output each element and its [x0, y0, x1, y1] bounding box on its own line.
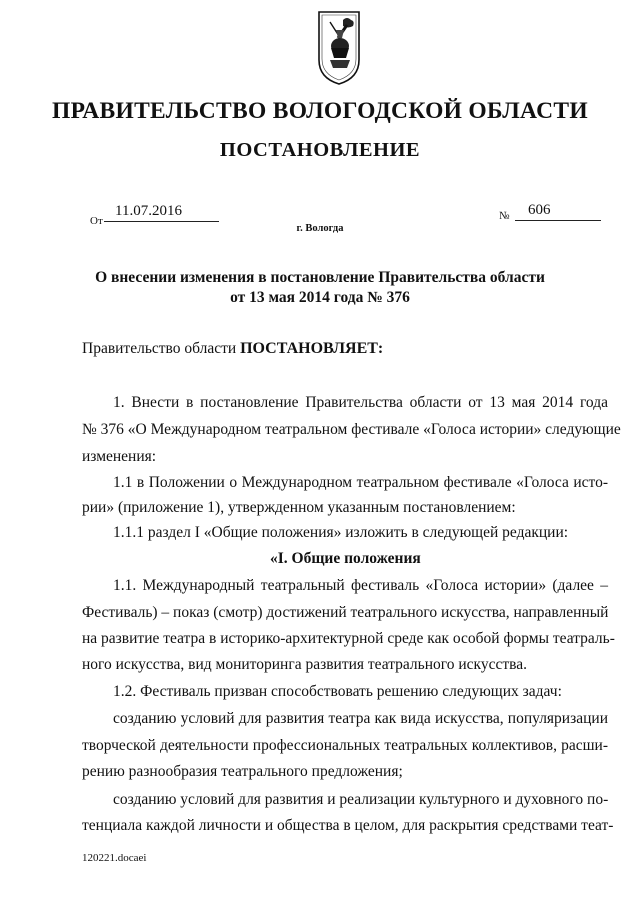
body-line: творческой деятельности профессиональных театральных коллективов, расши- — [82, 737, 608, 754]
preamble — [82, 340, 383, 358]
body-line: изменения: — [82, 448, 157, 465]
body-line: на развитие театра в историко-архитектурной среде как особой формы театраль- — [82, 630, 615, 647]
body-line: Фестиваль) – показ (смотр) достижений театрального искусства, направленный — [82, 604, 609, 621]
government-title: ПРАВИТЕЛЬСТВО ВОЛОГОДСКОЙ ОБЛАСТИ — [52, 98, 588, 124]
body-line: рии» (приложение 1), утвержденном указанным постановлением: — [82, 499, 516, 516]
number-underline — [515, 220, 601, 221]
body-line: ного искусства, вид мониторинга развития театрального искусства. — [82, 656, 528, 673]
subject-line-1: О внесении изменения в постановление Правительства области — [95, 269, 545, 286]
number-value: 606 — [528, 202, 551, 218]
body-line: 1.2. Фестиваль призван способствовать решению следующих задач: — [113, 683, 562, 700]
body-line: 1. Внести в постановление Правительства области от 13 мая 2014 года — [113, 394, 608, 411]
body-line: 1.1 в Положении о Международном театральном фестивале «Голоса исто- — [113, 474, 608, 491]
number-prefix: № — [499, 210, 510, 222]
body-line: созданию условий для развития театра как вида искусства, популяризации — [113, 710, 608, 727]
file-name-footer: 120221.docaei — [82, 852, 147, 864]
body-line: № 376 «О Международном театральном фестивале «Голоса истории» следующие — [82, 421, 621, 438]
body-line: 1.1. Международный театральный фестиваль «Голоса истории» (далее – — [113, 577, 608, 594]
body-line: тенциала каждой личности и общества в целом, для раскрытия средствами теат- — [82, 817, 614, 834]
preamble-text: Правительство области — [82, 340, 241, 357]
date-underline — [104, 221, 219, 222]
coat-of-arms-emblem — [316, 8, 362, 86]
date-value: 11.07.2016 — [115, 203, 182, 219]
date-prefix: От — [90, 215, 103, 227]
body-line: созданию условий для развития и реализации культурного и духовного по- — [113, 791, 609, 808]
subject-line-2: от 13 мая 2014 года № 376 — [230, 289, 410, 306]
preamble-bold: ПОСТАНОВЛЯЕТ: — [240, 340, 384, 357]
body-line: 1.1.1 раздел I «Общие положения» изложить в следующей редакции: — [113, 524, 569, 541]
section-heading: «I. Общие положения — [270, 550, 421, 567]
document-subject — [0, 268, 640, 308]
body-line: рению разнообразия театрального предложения; — [82, 763, 403, 780]
city-label: г. Вологда — [296, 223, 344, 234]
document-type: ПОСТАНОВЛЕНИЕ — [219, 139, 421, 161]
